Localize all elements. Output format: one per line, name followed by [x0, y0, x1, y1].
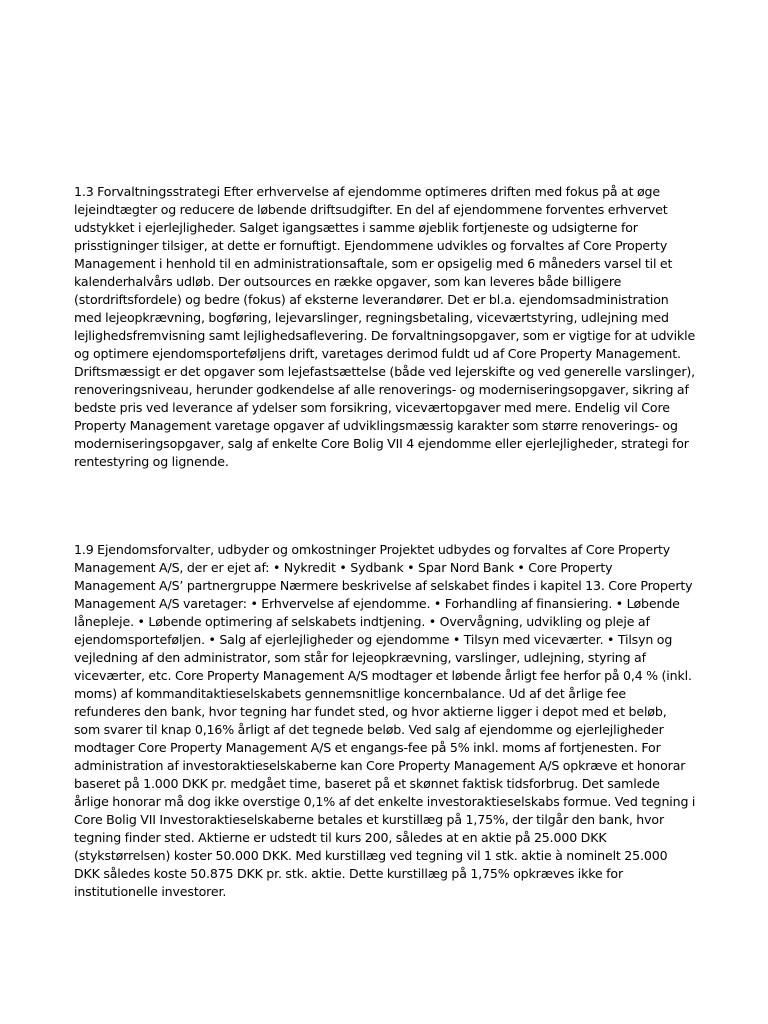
paragraph-ejendomsforvalter: 1.9 Ejendomsforvalter, udbyder og omkostninger Projektet udbydes og forvaltes af Core Property Management A/S, der er ejet af: • Nykredit • Sydbank • Spar Nord Bank • Core Property Management A/S’ partnergruppe Nærmere beskrivelse af selskabet findes i kapitel 13. Core Property Management A/S varetager: • Erhvervelse af ejendomme. • Forhandling af finansiering. • Løbende lånepleje. • Løbende optimering af selskabets indtjening. • Overvågning, udvikling og pleje af ejendomsporteføljen. • Salg af ejerlejligheder og ejendomme • Tilsyn med viceværter. • Tilsyn og vejledning af den administrator, som står for lejeopkrævning, varslinger, udlejning, styring af viceværter, etc. Core Property Management A/S modtager et løbende årligt fee herfor på 0,4 % (inkl. moms) af kommanditaktieselskabets gennemsnitlige koncernbalance. Ud af det årlige fee refunderes den bank, hvor tegning har fundet sted, og hvor aktierne ligger i depot med et beløb, som svarer til knap 0,16% årligt af det tegnede beløb. Ved salg af ejendomme og ejerlejligheder modtager Core Property Management A/S et engangs-fee på 5% inkl. moms af fortjenesten. For administration af investoraktieselskaberne kan Core Property Management A/S opkræve et honorar baseret på 1.000 DKK pr. medgået time, baseret på et skønnet faktisk tidsforbrug. Det samlede årlige honorar må dog ikke overstige 0,1% af det enkelte investoraktieselskabs formue. Ved tegning i Core Bolig VII Investoraktieselskaberne betales et kurstillæg på 1,75%, der tilgår den bank, hvor tegning finder sted. Aktierne er udstedt til kurs 200, således at en aktie på 25.000 DKK (stykstørrelsen) koster 50.000 DKK. Med kurstillæg ved tegning vil 1 stk. aktie à nominelt 25.000 DKK således koste 50.875 DKK pr. stk. aktie. Dette kurstillæg på 1,75% opkræves ikke for institutionelle investorer.: [74, 542, 696, 899]
paragraph-forvaltningsstrategi: 1.3 Forvaltningsstrategi Efter erhvervelse af ejendomme optimeres driften med fokus på at øge lejeindtægter og reducere de løbende driftsudgifter. En del af ejendommene forventes erhvervet udstykket i ejerlejligheder. Salget igangsættes i samme øjeblik fortjeneste og udsigterne for prisstigninger tilsiger, at dette er fornuftigt. Ejendommene udvikles og forvaltes af Core Property Management i henhold til en administrationsaftale, som er opsigelig med 6 måneders varsel til et kalenderhalvårs udløb. Der outsources en række opgaver, som kan leveres både billigere (stordriftsfordele) og bedre (fokus) af eksterne leverandører. Det er bl.a. ejendomsadministration med lejeopkrævning, bogføring, lejevarslinger, regningsbetaling, viceværtstyring, udlejning med lejlighedsfremvisning samt lejlighedsaflevering. De forvaltningsopgaver, som er vigtige for at udvikle og optimere ejendomsporteføljens drift, varetages derimod fuldt ud af Core Property Management. Driftsmæssigt er det opgaver som lejefastsættelse (både ved lejerskifte og ved generelle varslinger), renoveringsniveau, herunder godkendelse af alle renoverings- og moderniseringsopgaver, sikring af bedste pris ved leverance af ydelser som forsikring, viceværtopgaver med mere. Endelig vil Core Property Management varetage opgaver af udviklingsmæssig karakter som større renoverings- og moderniseringsopgaver, salg af enkelte Core Bolig VII 4 ejendomme eller ejerlejligheder, strategi for rentestyring og lignende.: [74, 184, 696, 469]
